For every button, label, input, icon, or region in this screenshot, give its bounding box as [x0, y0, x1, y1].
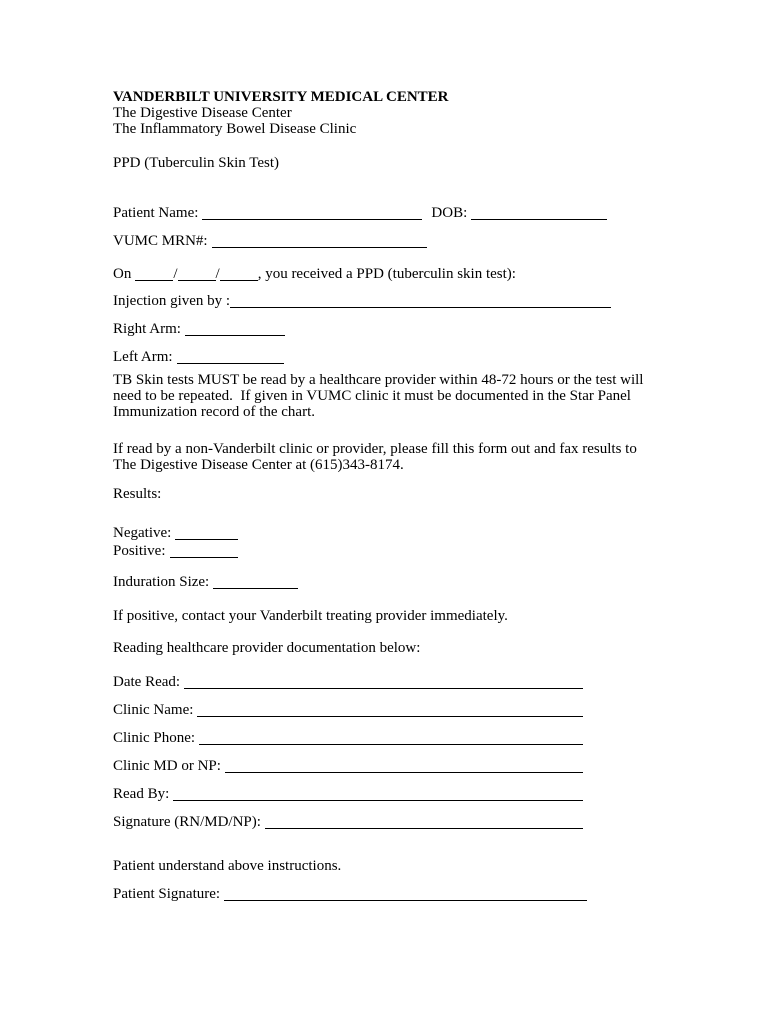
ppd-date-row	[113, 264, 656, 282]
right-arm-blank[interactable]	[185, 322, 285, 336]
positive-label: Positive:	[113, 543, 166, 559]
date-read-row	[113, 672, 583, 690]
injection-given-by-row	[113, 291, 611, 309]
date-read-label: Date Read:	[113, 674, 181, 690]
left-arm-blank[interactable]	[177, 350, 284, 364]
organization-title: VANDERBILT UNIVERSITY MEDICAL CENTER	[113, 89, 449, 105]
clinic-md-np-row	[113, 756, 583, 774]
reading-provider-heading: Reading healthcare provider documentation below:	[113, 640, 421, 656]
clinic-name-blank[interactable]	[197, 703, 583, 717]
form-title: PPD (Tuberculin Skin Test)	[113, 155, 280, 171]
left-arm-label: Left Arm:	[113, 349, 173, 365]
dob-blank[interactable]	[471, 206, 607, 220]
ppd-date-prefix: On	[113, 266, 132, 282]
induration-size-label: Induration Size:	[113, 574, 210, 590]
ppd-date-suffix: , you received a PPD (tuberculin skin test):	[257, 266, 516, 282]
patient-understand-statement: Patient understand above instructions.	[113, 858, 342, 874]
clinic-phone-label: Clinic Phone:	[113, 730, 196, 746]
read-by-blank[interactable]	[173, 787, 583, 801]
department-line-2: The Inflammatory Bowel Disease Clinic	[113, 121, 357, 137]
ppd-date-separator-1: /	[173, 266, 178, 282]
right-arm-row	[113, 319, 656, 337]
patient-signature-blank[interactable]	[224, 887, 587, 901]
clinic-phone-blank[interactable]	[199, 731, 583, 745]
ppd-date-day-blank[interactable]	[178, 267, 216, 281]
signature-rn-md-np-label: Signature (RN/MD/NP):	[113, 814, 261, 830]
read-by-label: Read By:	[113, 786, 170, 802]
mrn-row	[113, 231, 656, 249]
patient-name-blank[interactable]	[202, 206, 422, 220]
non-vanderbilt-fax-paragraph: If read by a non-Vanderbilt clinic or provider, please fill this form out and fax results to The Digestive Disease Center at (615)343-8174.	[113, 441, 641, 473]
patient-name-label: Patient Name:	[113, 205, 199, 221]
patient-signature-row	[113, 884, 587, 902]
negative-label: Negative:	[113, 525, 172, 541]
negative-blank[interactable]	[175, 526, 238, 540]
department-line-1: The Digestive Disease Center	[113, 105, 292, 121]
ppd-date-year-blank[interactable]	[220, 267, 258, 281]
signature-rn-md-np-row	[113, 812, 583, 830]
clinic-phone-row	[113, 728, 583, 746]
mrn-label: VUMC MRN#:	[113, 233, 208, 249]
tb-read-requirement-paragraph: TB Skin tests MUST be read by a healthcare provider within 48-72 hours or the test will need to be repeated. If given in VUMC clinic it must be documented in the Star Panel Immunization record of the chart.	[113, 372, 648, 420]
if-positive-instruction: If positive, contact your Vanderbilt treating provider immediately.	[113, 608, 508, 624]
mrn-blank[interactable]	[212, 234, 427, 248]
negative-row	[113, 523, 656, 541]
signature-rn-md-np-blank[interactable]	[265, 815, 583, 829]
injection-given-by-blank[interactable]	[230, 294, 611, 308]
patient-signature-label: Patient Signature:	[113, 886, 221, 902]
patient-name-row	[113, 203, 607, 221]
results-heading: Results:	[113, 486, 162, 502]
date-read-blank[interactable]	[184, 675, 583, 689]
left-arm-row	[113, 347, 656, 365]
clinic-md-np-blank[interactable]	[225, 759, 583, 773]
injection-given-by-label: Injection given by :	[113, 293, 231, 309]
positive-blank[interactable]	[170, 544, 238, 558]
read-by-row	[113, 784, 583, 802]
induration-size-row	[113, 572, 656, 590]
induration-size-blank[interactable]	[213, 575, 298, 589]
positive-row	[113, 541, 656, 559]
dob-label: DOB:	[431, 205, 468, 221]
right-arm-label: Right Arm:	[113, 321, 181, 337]
ppd-date-separator-2: /	[215, 266, 220, 282]
clinic-md-np-label: Clinic MD or NP:	[113, 758, 221, 774]
ppd-date-month-blank[interactable]	[135, 267, 173, 281]
clinic-name-row	[113, 700, 583, 718]
clinic-name-label: Clinic Name:	[113, 702, 194, 718]
form-content	[113, 89, 656, 902]
